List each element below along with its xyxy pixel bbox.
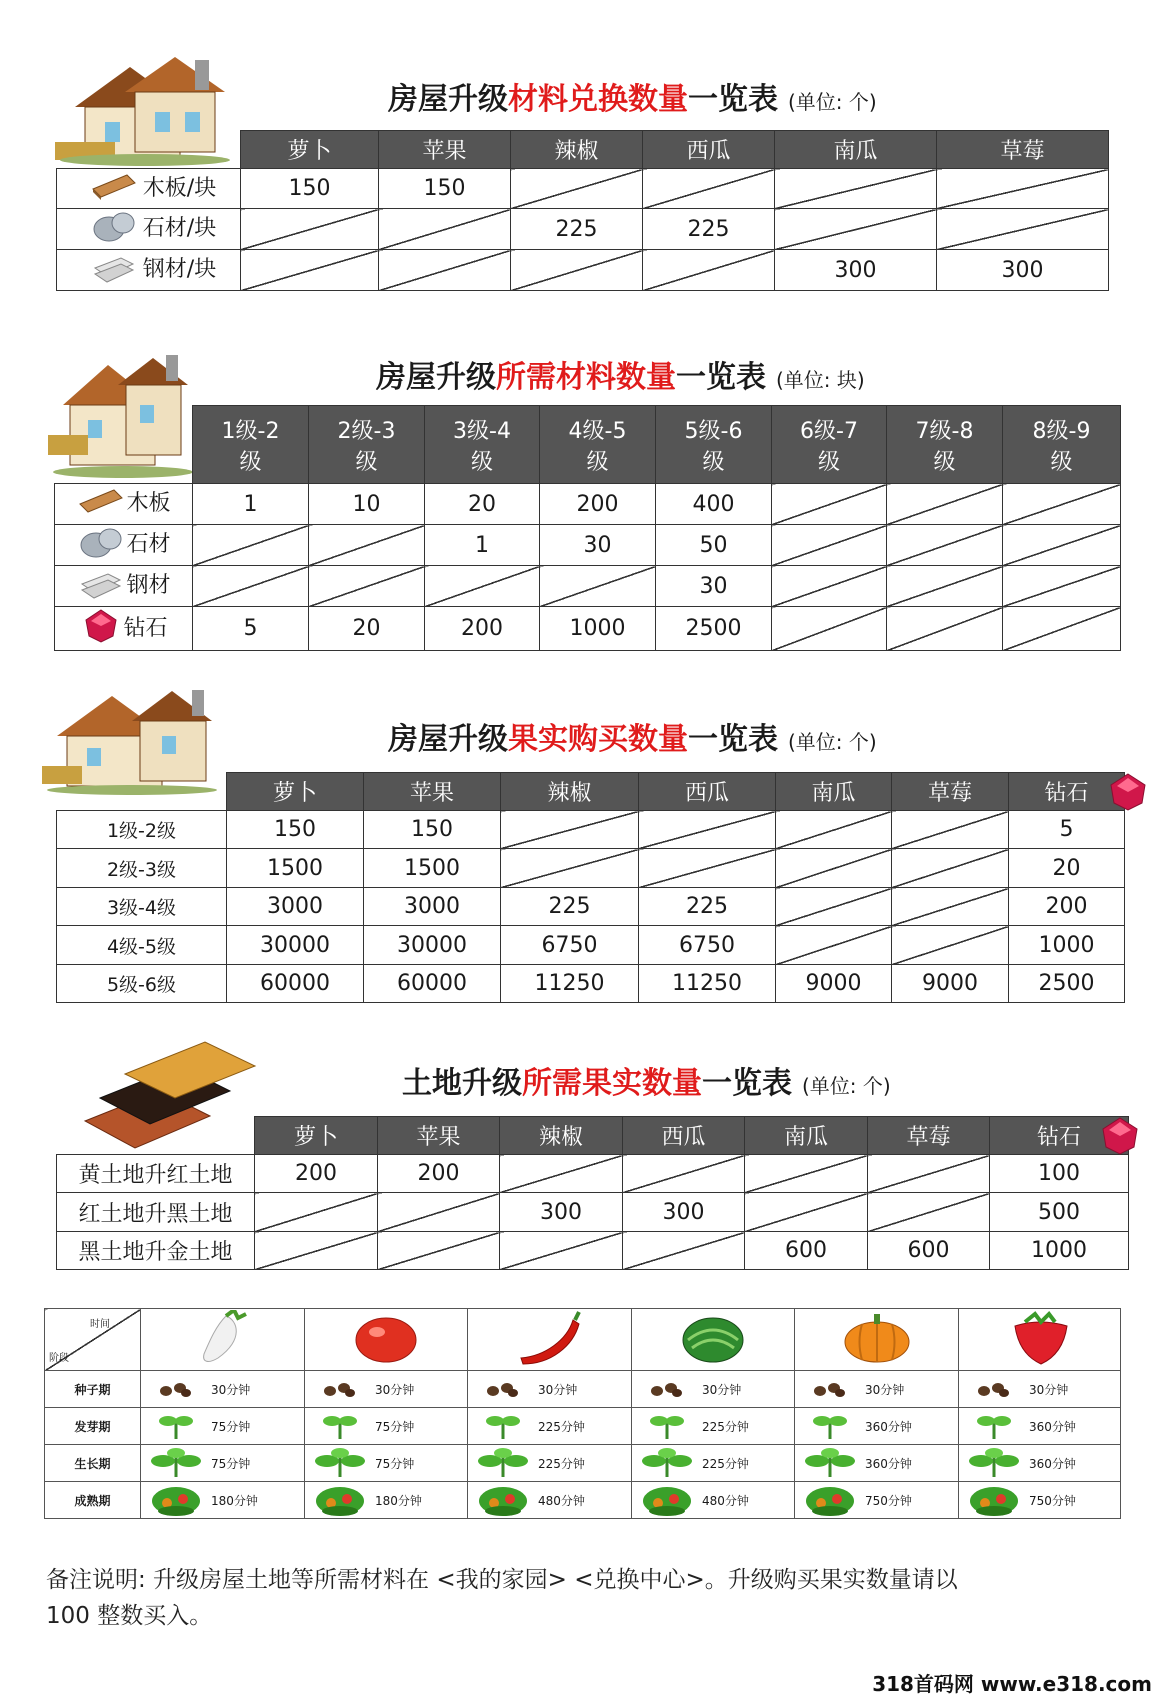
stage-label: 种子期: [45, 1371, 141, 1408]
radish-icon: [141, 1309, 305, 1371]
diamond-icon: [83, 608, 119, 650]
table4-header: 南瓜: [745, 1117, 868, 1155]
table3-header: 辣椒: [501, 773, 639, 811]
table2-header: 5级-6 级: [656, 406, 772, 484]
table2-header: 8级-9 级: [1003, 406, 1121, 484]
plant-icon: [141, 1447, 211, 1479]
table2-header: 3级-4 级: [425, 406, 540, 484]
growth-time: 360分钟: [865, 1419, 912, 1434]
watermelon-icon: [632, 1309, 795, 1371]
stone-icon: [91, 209, 137, 249]
table-row: 红土地升黑土地 300 300 500: [57, 1193, 1129, 1232]
growth-time: 30分钟: [1029, 1382, 1069, 1397]
table-row: 钢材/块 300 300: [57, 250, 1109, 291]
growth-table: [44, 1308, 1121, 1519]
table4-header: 钻石: [990, 1117, 1129, 1155]
growth-time: 180分钟: [375, 1493, 422, 1508]
plant-icon: [468, 1411, 538, 1441]
table3: [56, 772, 1125, 1003]
stone-icon: [78, 525, 124, 565]
growth-stage-row: [45, 1371, 1121, 1408]
plant-icon: [959, 1447, 1029, 1479]
steel-icon: [91, 250, 137, 290]
plant-icon: [468, 1447, 538, 1479]
seed-icon: [795, 1379, 865, 1399]
growth-cell: [468, 1445, 632, 1482]
strawberry-icon: [959, 1309, 1121, 1371]
stage-label: 成熟期: [45, 1482, 141, 1519]
table-row: 木板 1 10 20 200 400: [55, 484, 1121, 525]
table3-header: 南瓜: [776, 773, 892, 811]
table-row: 石材/块 225 225: [57, 209, 1109, 250]
table4-header: 苹果: [378, 1117, 500, 1155]
table4-title: 土地升级所需果实数量一览表 (单位: 个): [402, 1066, 891, 1101]
growth-stage-row: [45, 1445, 1121, 1482]
table4-header: 西瓜: [623, 1117, 745, 1155]
table-row: 4级-5级 30000 30000 6750 6750 1000: [57, 926, 1125, 965]
table2-header: 2级-3 级: [309, 406, 425, 484]
table1-header: 西瓜: [643, 131, 775, 169]
tomato-icon: [305, 1309, 468, 1371]
growth-cell: [468, 1482, 632, 1519]
growth-time: 180分钟: [211, 1493, 258, 1508]
plant-icon: [632, 1411, 702, 1441]
plant-icon: [959, 1411, 1029, 1441]
growth-time: 225分钟: [702, 1419, 749, 1434]
growth-time: 360分钟: [1029, 1456, 1076, 1471]
wood-plank-icon: [91, 171, 137, 207]
mature-plant-icon: [305, 1483, 375, 1517]
table-row: 黄土地升红土地 200 200 100: [57, 1155, 1129, 1193]
mature-plant-icon: [632, 1483, 702, 1517]
growth-time: 75分钟: [211, 1419, 251, 1434]
table2-header: 4级-5 级: [540, 406, 656, 484]
table2: [54, 405, 1121, 651]
growth-cell: [305, 1371, 468, 1408]
table2-header: 7级-8 级: [887, 406, 1003, 484]
wood-plank-icon: [78, 486, 124, 522]
growth-time: 30分钟: [865, 1382, 905, 1397]
mature-plant-icon: [468, 1483, 538, 1517]
plant-icon: [632, 1447, 702, 1479]
growth-time: 75分钟: [375, 1456, 415, 1471]
growth-cell: [632, 1371, 795, 1408]
diamond-icon: [1108, 772, 1148, 812]
footnote: 备注说明: 升级房屋土地等所需材料在 <我的家园> <兑换中心>。升级购买果实数量请以 100 整数买入。: [46, 1567, 958, 1629]
steel-icon: [78, 566, 124, 606]
table3-header: 萝卜: [227, 773, 364, 811]
growth-cell: [141, 1482, 305, 1519]
table-row: 黑土地升金土地 600 600 1000: [57, 1232, 1129, 1270]
growth-cell: [468, 1371, 632, 1408]
growth-cell: [141, 1371, 305, 1408]
growth-time: 480分钟: [702, 1493, 749, 1508]
mature-plant-icon: [141, 1483, 211, 1517]
growth-stage-row: [45, 1482, 1121, 1519]
growth-cell: [795, 1482, 959, 1519]
growth-time: 225分钟: [538, 1419, 585, 1434]
growth-cell: [468, 1408, 632, 1445]
pumpkin-icon: [795, 1309, 959, 1371]
table3-header: 苹果: [364, 773, 501, 811]
growth-time: 30分钟: [702, 1382, 742, 1397]
growth-cell: [632, 1408, 795, 1445]
table2-header: 1级-2 级: [193, 406, 309, 484]
seed-icon: [632, 1379, 702, 1399]
growth-cell: [141, 1445, 305, 1482]
table3-header: 草莓: [892, 773, 1009, 811]
growth-cell: [795, 1445, 959, 1482]
table3-header: 钻石: [1009, 773, 1125, 811]
plant-icon: [305, 1447, 375, 1479]
table-row: 1级-2级 150 150 5: [57, 811, 1125, 849]
diamond-icon: [1100, 1116, 1140, 1156]
chili-icon: [468, 1309, 632, 1371]
growth-time: 360分钟: [865, 1456, 912, 1471]
growth-cell: [305, 1408, 468, 1445]
table2-header: 6级-7 级: [772, 406, 887, 484]
growth-cell: [632, 1445, 795, 1482]
plant-icon: [305, 1411, 375, 1441]
growth-time: 30分钟: [375, 1382, 415, 1397]
mature-plant-icon: [795, 1483, 865, 1517]
growth-time: 750分钟: [865, 1493, 912, 1508]
growth-cell: [141, 1408, 305, 1445]
growth-time: 225分钟: [702, 1456, 749, 1471]
table1-title: 房屋升级材料兑换数量一览表 (单位: 个): [388, 82, 877, 117]
plant-icon: [795, 1447, 865, 1479]
growth-cell: [305, 1445, 468, 1482]
growth-time: 75分钟: [211, 1456, 251, 1471]
table-row: 石材 1 30 50: [55, 525, 1121, 566]
table1: [56, 130, 1109, 291]
growth-time: 480分钟: [538, 1493, 585, 1508]
table1-header: 苹果: [379, 131, 511, 169]
growth-cell: [959, 1445, 1121, 1482]
table-row: 2级-3级 1500 1500 20: [57, 849, 1125, 888]
table-row: 5级-6级 60000 60000 11250 11250 9000 9000 2500: [57, 965, 1125, 1003]
stage-label: 发芽期: [45, 1408, 141, 1445]
growth-cell: [795, 1408, 959, 1445]
growth-time: 75分钟: [375, 1419, 415, 1434]
plant-icon: [141, 1411, 211, 1441]
table1-header: 草莓: [937, 131, 1109, 169]
table1-header: 辣椒: [511, 131, 643, 169]
table3-title: 房屋升级果实购买数量一览表 (单位: 个): [388, 722, 877, 757]
table-row: 钻石 5 20 200 1000 2500: [55, 607, 1121, 651]
growth-time: 30分钟: [538, 1382, 578, 1397]
table-row: 3级-4级 3000 3000 225 225 200: [57, 888, 1125, 926]
seed-icon: [141, 1379, 211, 1399]
table-row: 木板/块 150 150: [57, 169, 1109, 209]
table2-title: 房屋升级所需材料数量一览表 (单位: 块): [376, 360, 865, 395]
table3-header: 西瓜: [639, 773, 776, 811]
table1-header: 南瓜: [775, 131, 937, 169]
table4-header: 萝卜: [255, 1117, 378, 1155]
seed-icon: [305, 1379, 375, 1399]
table-row: 钢材 30: [55, 566, 1121, 607]
stage-label: 生长期: [45, 1445, 141, 1482]
seed-icon: [959, 1379, 1029, 1399]
growth-time: 30分钟: [211, 1382, 251, 1397]
growth-stage-row: [45, 1408, 1121, 1445]
corner-cell: 时间 阶段: [45, 1309, 141, 1371]
growth-time: 750分钟: [1029, 1493, 1076, 1508]
watermark: 318首码网 www.e318.com: [872, 1672, 1152, 1696]
table4-header: 辣椒: [500, 1117, 623, 1155]
growth-time: 225分钟: [538, 1456, 585, 1471]
plant-icon: [795, 1411, 865, 1441]
growth-cell: [632, 1482, 795, 1519]
growth-cell: [795, 1371, 959, 1408]
growth-time: 360分钟: [1029, 1419, 1076, 1434]
table4: [56, 1116, 1129, 1270]
table1-header: 萝卜: [241, 131, 379, 169]
seed-icon: [468, 1379, 538, 1399]
table4-header: 草莓: [868, 1117, 990, 1155]
growth-cell: [959, 1371, 1121, 1408]
growth-cell: [959, 1482, 1121, 1519]
growth-cell: [959, 1408, 1121, 1445]
growth-cell: [305, 1482, 468, 1519]
mature-plant-icon: [959, 1483, 1029, 1517]
